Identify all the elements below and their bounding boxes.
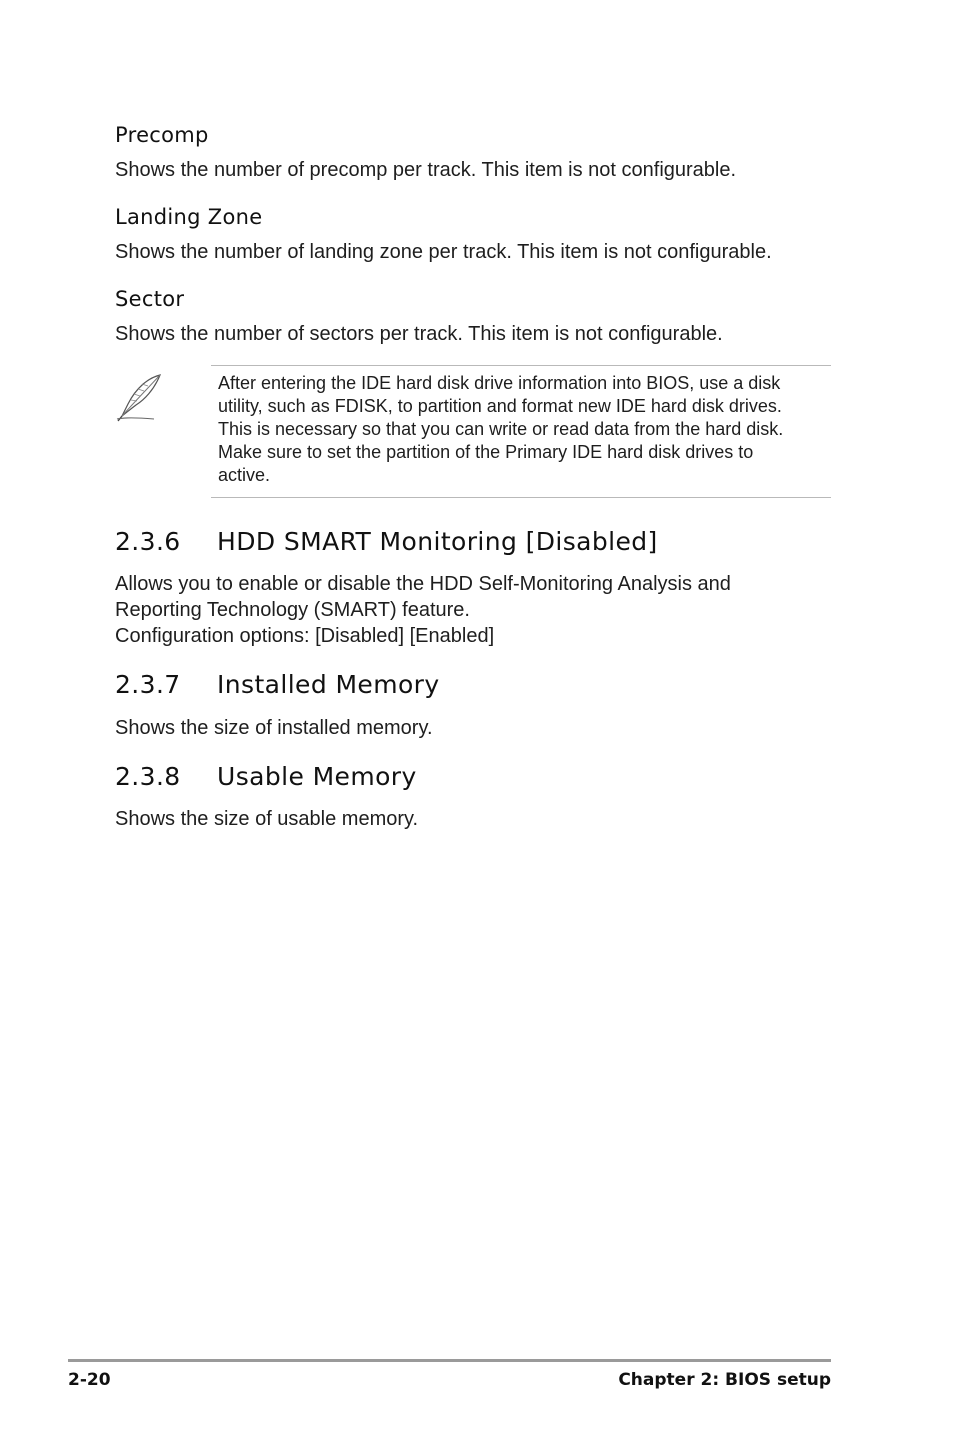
paragraph-line: Allows you to enable or disable the HDD Self-Monitoring Analysis and: [115, 573, 731, 595]
section-heading-2-3-8: [115, 762, 417, 791]
section-title: Usable Memory: [217, 762, 417, 791]
note-line: active.: [218, 465, 271, 485]
section-heading-2-3-6: [115, 527, 658, 556]
footer-rule: [68, 1359, 831, 1362]
paragraph-sector: Shows the number of sectors per track. This item is not configurable.: [115, 323, 723, 345]
note-line: utility, such as FDISK, to partition and format new IDE hard disk drives.: [218, 396, 782, 416]
section-title: HDD SMART Monitoring [Disabled]: [217, 527, 658, 556]
chapter-title: Chapter 2: BIOS setup: [618, 1370, 831, 1390]
paragraph-hdd-smart: [115, 571, 731, 649]
note-text: [218, 372, 828, 487]
note-line: Make sure to set the partition of the Primary IDE hard disk drives to: [218, 442, 754, 462]
section-title: Installed Memory: [217, 670, 440, 699]
page-number: 2-20: [68, 1370, 111, 1390]
paragraph-precomp: Shows the number of precomp per track. This item is not configurable.: [115, 159, 737, 181]
note-bottom-rule: [211, 497, 831, 498]
paragraph-line: Reporting Technology (SMART) feature.: [115, 599, 470, 621]
paragraph-line: Configuration options: [Disabled] [Enabled]: [115, 625, 495, 647]
paragraph-usable-memory: Shows the size of usable memory.: [115, 808, 419, 830]
paragraph-installed-memory: Shows the size of installed memory.: [115, 717, 433, 739]
note-top-rule: [211, 365, 831, 366]
section-number: 2.3.6: [115, 527, 181, 556]
section-number: 2.3.7: [115, 670, 181, 699]
note-line: After entering the IDE hard disk drive information into BIOS, use a disk: [218, 373, 781, 393]
section-heading-2-3-7: [115, 670, 440, 699]
note-line: This is necessary so that you can write or read data from the hard disk.: [218, 419, 784, 439]
quill-pen-icon: [114, 372, 166, 424]
subheading-sector: Sector: [115, 287, 185, 311]
paragraph-landing-zone: Shows the number of landing zone per track. This item is not configurable.: [115, 241, 772, 263]
subheading-landing-zone: Landing Zone: [115, 205, 263, 229]
subheading-precomp: Precomp: [115, 123, 209, 147]
section-number: 2.3.8: [115, 762, 181, 791]
